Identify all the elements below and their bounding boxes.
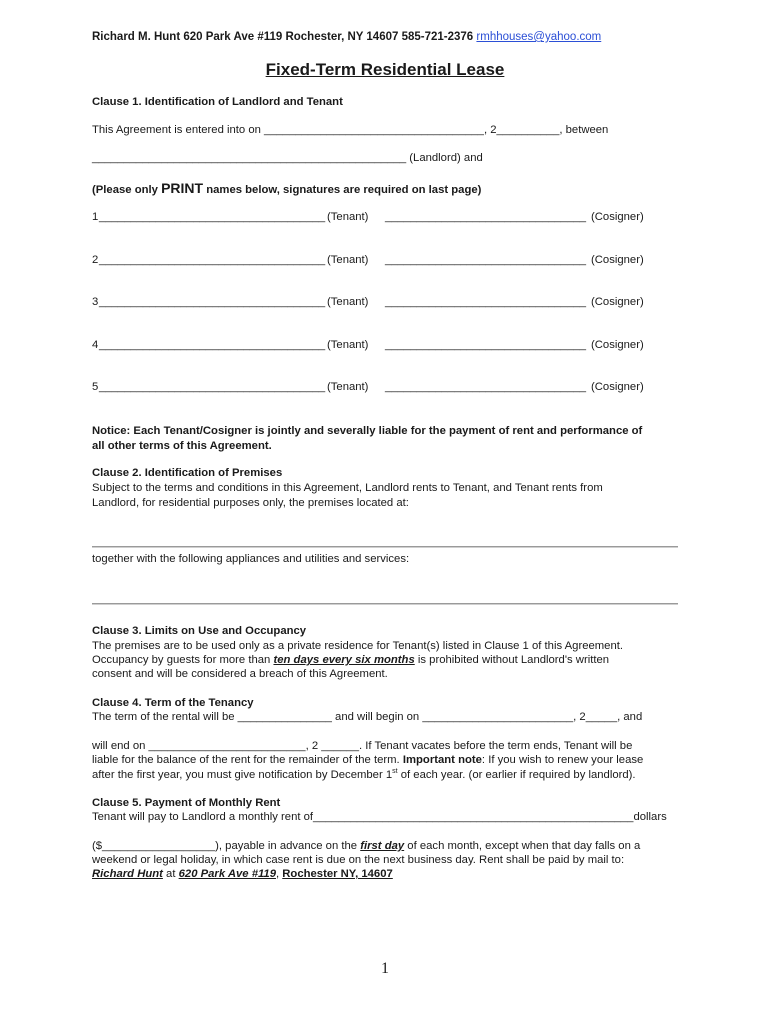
payee-comma: , [275,868,283,880]
clause2-line2: Landlord, for residential purposes only, the premises located at: [92,497,409,509]
tenant-name-blank[interactable]: ____________________________________ [99,339,326,351]
clause1-heading: Clause 1. Identification of Landlord and Tenant [92,96,343,108]
clause5-line2-prefix: ($__________________), payable in advance on the [92,840,361,852]
premises-address-rule[interactable] [92,546,678,548]
document-title: Fixed-Term Residential Lease [265,60,505,79]
tenant-label: (Tenant) [327,296,369,308]
tenant-label: (Tenant) [327,254,369,266]
clause4-line1: The term of the rental will be _______________ and will begin on ________________________, 2_____, and [92,711,643,723]
clause2-heading: Clause 2. Identification of Premises [92,467,283,479]
clause3-line2-prefix: Occupancy by guests for more than [92,654,274,666]
header-contact-text: Richard M. Hunt 620 Park Ave #119 Rochester, NY 14607 585-721-2376 [92,31,474,43]
header-email-link[interactable]: rmhhouses@yahoo.com [476,31,602,43]
payee-city: Rochester NY, 14607 [282,868,393,880]
clause4-line4 [92,768,636,782]
print-prefix: (Please only [92,184,162,196]
ordinal-suffix: st [392,768,398,776]
clause4-line3 [92,753,643,767]
tenant-number: 3 [92,296,99,308]
cosigner-label: (Cosigner) [591,381,644,393]
tenant-number: 4 [92,339,99,351]
payee-name: Richard Hunt [92,868,163,880]
clause3-heading: Clause 3. Limits on Use and Occupancy [92,625,307,637]
tenant-number: 5 [92,381,99,393]
guest-limit-emphasis: ten days every six months [273,654,415,666]
print-suffix: names below, signatures are required on last page) [203,184,482,196]
clause5-heading: Clause 5. Payment of Monthly Rent [92,797,281,809]
clause5-line2 [92,839,640,853]
clause4-line4-prefix: after the first year, you must give notification by December 1 [92,769,393,781]
cosigner-label: (Cosigner) [591,296,644,308]
cosigner-name-blank[interactable]: ________________________________ [385,381,587,393]
clause5-line3: weekend or legal holiday, in which case rent is due on the next business day. Rent shall be paid by mail to: [92,854,625,866]
first-day-emphasis: first day [360,840,405,852]
liability-notice-line2: all other terms of this Agreement. [92,440,272,452]
payee-at: at [162,868,179,880]
clause4-line3-prefix: liable for the balance of the rent for the remainder of the term. [92,754,403,766]
tenant-label: (Tenant) [327,211,369,223]
clause5-line1: Tenant will pay to Landlord a monthly rent of___________________________________________________dollars [92,811,667,823]
cosigner-label: (Cosigner) [591,339,644,351]
clause4-heading: Clause 4. Term of the Tenancy [92,697,254,709]
tenant-name-blank[interactable]: ____________________________________ [99,381,326,393]
payee-address: 620 Park Ave #119 [178,868,276,880]
payee-line [92,867,393,881]
tenant-label: (Tenant) [327,339,369,351]
cosigner-name-blank[interactable]: ________________________________ [385,296,587,308]
clause5-line2-suffix: of each month, except when that day falls on a [404,840,641,852]
clause4-line2: will end on _________________________, 2 ______. If Tenant vacates before the term ends, Tenant will be [92,740,633,752]
clause2-line1: Subject to the terms and conditions in this Agreement, Landlord rents to Tenant, and Tenant rents from [92,482,603,494]
cosigner-name-blank[interactable]: ________________________________ [385,211,587,223]
tenant-name-blank[interactable]: ____________________________________ [99,211,326,223]
appliances-line: together with the following appliances and utilities and services: [92,553,410,565]
cosigner-name-blank[interactable]: ________________________________ [385,339,587,351]
header-contact [92,30,601,44]
clause3-line1: The premises are to be used only as a private residence for Tenant(s) listed in Clause 1 of this Agreement. [92,640,624,652]
page-number: 1 [381,960,389,977]
clause3-line2 [92,653,609,667]
print-word: PRINT [161,180,204,196]
cosigner-label: (Cosigner) [591,254,644,266]
appliances-rule[interactable] [92,603,678,605]
agreement-date-line: This Agreement is entered into on ___________________________________, 2__________, between [92,124,609,136]
print-names-note [92,181,481,197]
tenant-number: 1 [92,211,99,223]
clause4-line4-suffix: of each year. (or earlier if required by landlord). [397,769,636,781]
cosigner-label: (Cosigner) [591,211,644,223]
clause3-line3: consent and will be considered a breach of this Agreement. [92,668,388,680]
tenant-name-blank[interactable]: ____________________________________ [99,254,326,266]
clause4-line3-suffix: : If you wish to renew your lease [481,754,644,766]
clause3-line2-suffix: is prohibited without Landlord's written [414,654,610,666]
tenant-name-blank[interactable]: ____________________________________ [99,296,326,308]
important-note-label: Important note [402,754,482,766]
tenant-number: 2 [92,254,99,266]
cosigner-name-blank[interactable]: ________________________________ [385,254,587,266]
liability-notice-line1: Notice: Each Tenant/Cosigner is jointly and severally liable for the payment of rent and performance of [92,425,643,437]
tenant-label: (Tenant) [327,381,369,393]
landlord-line: __________________________________________________ (Landlord) and [92,152,483,164]
